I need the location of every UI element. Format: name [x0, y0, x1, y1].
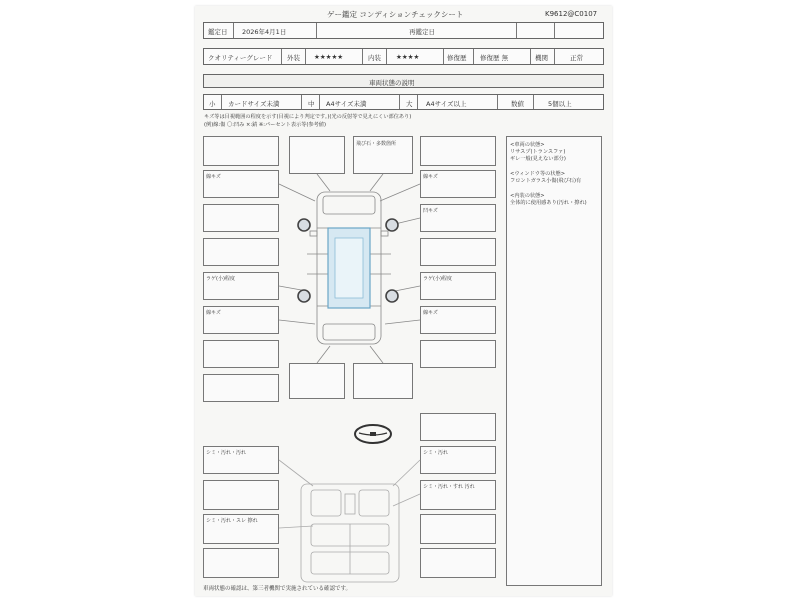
- right-front-fender-label: 線キズ: [423, 174, 438, 180]
- comment-line-7: 全体的に使用感あり(汚れ・擦れ): [510, 200, 587, 206]
- date-label: 鑑定日: [208, 28, 228, 36]
- exterior-label: 外装: [287, 54, 300, 62]
- recheck-label: 再鑑定日: [409, 28, 435, 36]
- footer-note: 車両状態の確認は、第三者機関で実施されている確認です。: [203, 586, 352, 592]
- repair-value: 修復歴 無: [480, 54, 509, 62]
- count-value: 5個以上: [548, 100, 572, 108]
- comment-line-6: <内装の状態>: [510, 193, 545, 199]
- date-value: 2026年4月1日: [242, 28, 287, 36]
- left-door-label: ラゲ(小)程度: [206, 276, 235, 282]
- sheet-title: ゲー鑑定 コンディションチェックシート: [327, 10, 464, 19]
- interior-stars: ★★★★: [396, 53, 420, 61]
- interior-front-right-label: シミ・汚れ: [423, 450, 449, 456]
- right-rear-label: 線キズ: [423, 310, 438, 316]
- engine-label: 機関: [535, 54, 548, 62]
- comment-line-4: <ウィンドウ等の状態>: [510, 171, 566, 177]
- note-line-2: (例)線:傷 〇:凹み ×:錆 ※:パーセント表示等(参考値): [204, 122, 326, 128]
- section-title: 車両状態の説明: [369, 79, 415, 87]
- count-label: 数値: [511, 100, 524, 108]
- exterior-stars: ★★★★★: [314, 53, 344, 61]
- comment-line-1: <車両の状態>: [510, 142, 545, 148]
- comment-line-5: フロントガラス小傷(飛び石)有: [510, 178, 582, 184]
- right-front-door-label: 凹キズ: [423, 208, 438, 214]
- vehicle-diagram: [195, 6, 612, 596]
- interior-rear-left-label: シミ・汚れ・スレ 擦れ: [206, 518, 258, 524]
- legend-small: 小: [209, 100, 216, 108]
- interior-label: 内装: [368, 54, 381, 62]
- comment-line-3: ギレ一般(見えない部分): [510, 156, 566, 162]
- legend-large-desc: A4サイズ以上: [426, 100, 467, 108]
- left-front-fender-label: 線キズ: [206, 174, 221, 180]
- quality-label: クオリティーグレード: [208, 54, 273, 62]
- engine-value: 正常: [570, 54, 583, 62]
- front-damage-label: 飛び石・多数箇所: [356, 141, 397, 147]
- note-line-1: キズ等は目視範囲の程度を示す(目視により判定です。)(光の反射等で見えにくい部位あり): [204, 114, 412, 120]
- sheet-code: K9612@C0107: [545, 10, 598, 18]
- right-door-label: ラゲ(小)程度: [423, 276, 452, 282]
- condition-check-sheet: [195, 6, 612, 596]
- legend-small-desc: カードサイズ未満: [228, 100, 280, 108]
- interior-front-left-label: シミ・汚れ・汚れ: [206, 450, 247, 456]
- legend-medium: 中: [308, 100, 315, 108]
- interior-rear-right-label: シミ・汚れ・すれ 汚れ: [423, 484, 475, 490]
- legend-medium-desc: A4サイズ未満: [326, 100, 367, 108]
- legend-large: 大: [406, 100, 413, 108]
- repair-label: 修復歴: [447, 54, 467, 62]
- left-rear-label: 線キズ: [206, 310, 221, 316]
- comment-line-2: リサスプ(トランスファ): [510, 149, 566, 155]
